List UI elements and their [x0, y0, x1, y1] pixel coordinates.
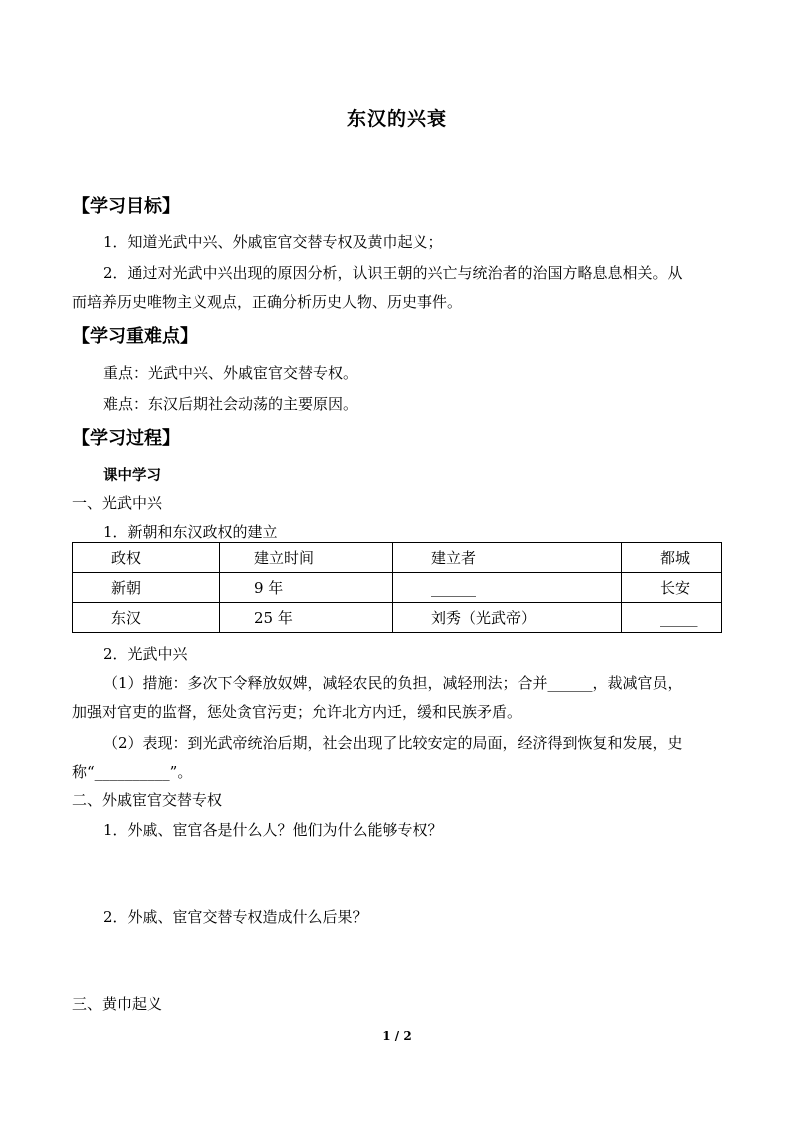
process-subheading: 课中学习 — [103, 467, 161, 484]
page-title: 东汉的兴衰 — [346, 108, 447, 130]
table-cell: 刘秀（光武帝） — [393, 603, 622, 633]
part1-q2: 2．光武中兴 — [103, 645, 188, 663]
key-points-heading: 【学习重难点】 — [72, 326, 198, 347]
measures-line-2: 加强对官吏的监督，惩处贪官污吏；允许北方内迁，缓和民族矛盾。 — [72, 703, 523, 721]
table-row — [73, 603, 722, 633]
page-number: 1 / 2 — [382, 1029, 412, 1043]
regime-table — [72, 542, 722, 633]
part2-heading: 二、外戚宦官交替专权 — [72, 791, 223, 809]
key-point-difficulty: 难点：东汉后期社会动荡的主要原因。 — [103, 395, 359, 413]
table-cell: 9 年 — [220, 573, 393, 603]
measures-line-1: （1）措施：多次下令释放奴婢，减轻农民的负担，减轻刑法；合并______，裁减官员， — [103, 674, 683, 692]
table-cell: 东汉 — [73, 603, 220, 633]
performance-line-2: 称“__________”。 — [72, 763, 193, 781]
part1-q1: 1．新朝和东汉政权的建立 — [103, 523, 278, 541]
part2-q1: 1．外戚、宦官各是什么人？他们为什么能够专权？ — [103, 821, 443, 839]
table-cell: 新朝 — [73, 573, 220, 603]
performance-line-1: （2）表现：到光武帝统治后期，社会出现了比较安定的局面，经济得到恢复和发展，史 — [103, 734, 683, 752]
table-cell: 25 年 — [220, 603, 393, 633]
table-cell: ______ — [393, 573, 622, 603]
objectives-heading: 【学习目标】 — [72, 196, 180, 217]
objective-item-2-line-1: 2．通过对光武中兴出现的原因分析，认识王朝的兴亡与统治者的治国方略息息相关。从 — [103, 264, 683, 282]
objective-item-1: 1．知道光武中兴、外戚宦官交替专权及黄巾起义； — [103, 233, 443, 251]
table-row — [73, 573, 722, 603]
table-header-cell: 都城 — [622, 543, 722, 573]
table-header-cell: 建立时间 — [220, 543, 393, 573]
part3-heading: 三、黄巾起义 — [72, 995, 163, 1013]
objective-item-2-line-2: 而培养历史唯物主义观点，正确分析历史人物、历史事件。 — [72, 293, 463, 311]
process-heading: 【学习过程】 — [72, 428, 180, 449]
table-header-cell: 建立者 — [393, 543, 622, 573]
table-cell: 长安 — [622, 573, 722, 603]
table-header-cell: 政权 — [73, 543, 220, 573]
key-point-focus: 重点：光武中兴、外戚宦官交替专权。 — [103, 364, 359, 382]
part1-heading: 一、光武中兴 — [72, 494, 163, 512]
table-cell: _____ — [622, 603, 722, 633]
part2-q2: 2．外戚、宦官交替专权造成什么后果？ — [103, 908, 368, 926]
table-header-row — [73, 543, 722, 573]
